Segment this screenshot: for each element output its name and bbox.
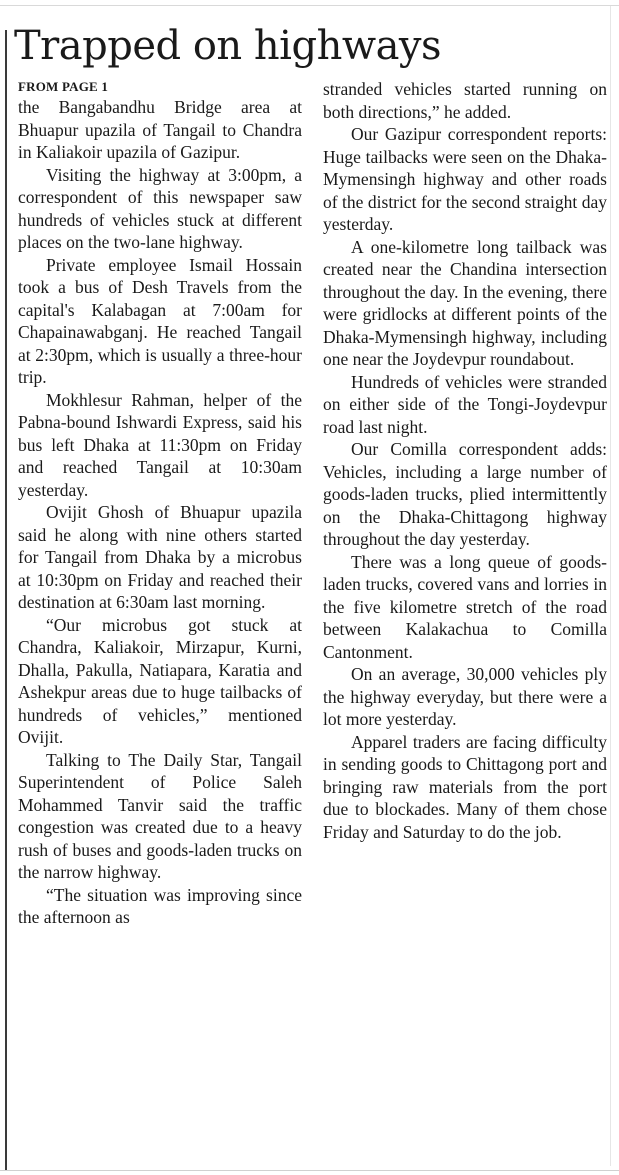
article-paragraph: There was a long queue of goods-laden trucks, covered vans and lorries in the five kilometre stretch of the road between Kalakachua to Comilla Cantonment. (323, 551, 607, 662)
continued-from-label: FROM PAGE 1 (18, 79, 109, 94)
article-paragraph: A one-kilometre long tailback was created near the Chandina intersection throughout the day. In the evening, there were gridlocks at different points of the Dhaka-Mymensingh highway, including one near the Joydevpur roundabout. (323, 236, 607, 369)
article-paragraph: Our Comilla correspondent adds: Vehicles, including a large number of goods-laden trucks, plied intermittently on the Dhaka-Chittagong highway throughout the day yesterday. (323, 439, 607, 549)
bottom-page-rule (0, 1170, 619, 1171)
article-headline: Trapped on highways (14, 23, 442, 69)
right-page-edge (610, 6, 611, 1166)
article-paragraph: stranded vehicles started running on both directions,” he added. (323, 79, 607, 122)
article-paragraph: the Bangabandhu Bridge area at Bhuapur upazila of Tangail to Chandra in Kaliakoir upazila of Gazipur. (18, 97, 302, 162)
article-paragraph: Our Gazipur correspondent reports: Huge tailbacks were seen on the Dhaka-Mymensingh highway and other roads of the district for the second straight day yesterday. (323, 124, 607, 234)
article-paragraph: Apparel traders are facing difficulty in sending goods to Chittagong port and bringing raw materials from the port due to blockades. Many of them chose Friday and Saturday to do the job. (323, 731, 607, 842)
top-page-rule (0, 5, 619, 6)
article-column-right (323, 78, 607, 843)
article-paragraph: Talking to The Daily Star, Tangail Superintendent of Police Saleh Mohammed Tanvir said the traffic congestion was created due to a heavy rush of buses and goods-laden trucks on the narrow highway. (18, 749, 302, 882)
article-paragraph: “The situation was improving since the afternoon as (18, 884, 302, 927)
article-paragraph: Private employee Ismail Hossain took a bus of Desh Travels from the capital's Kalabagan at 7:00am for Chapainawabganj. He reached Tangail at 2:30pm, which is usually a three-hour trip. (18, 254, 302, 387)
article-paragraph: Mokhlesur Rahman, helper of the Pabna-bound Ishwardi Express, said his bus left Dhaka at 11:30pm on Friday and reached Tangail at 10:30am yesterday. (18, 389, 302, 500)
article-paragraph: Ovijit Ghosh of Bhuapur upazila said he along with nine others started for Tangail from Dhaka by a microbus at 10:30pm on Friday and reached their destination at 6:30am last morning. (18, 502, 302, 612)
article-paragraph: On an average, 30,000 vehicles ply the highway everyday, but there were a lot more yesterday. (323, 664, 607, 729)
left-column-rule (5, 30, 7, 1170)
article-paragraph: Hundreds of vehicles were stranded on either side of the Tongi-Joydevpur road last night. (323, 371, 607, 437)
article-paragraph: Visiting the highway at 3:00pm, a correspondent of this newspaper saw hundreds of vehicles stuck at different places on the two-lane highway. (18, 164, 302, 252)
article-paragraph: “Our microbus got stuck at Chandra, Kaliakoir, Mirzapur, Kurni, Dhalla, Pakulla, Natiapara, Karatia and Ashekpur areas due to huge tailbacks of hundreds of vehicles,” mentioned Ovijit. (18, 614, 302, 747)
article-column-left (18, 96, 302, 929)
